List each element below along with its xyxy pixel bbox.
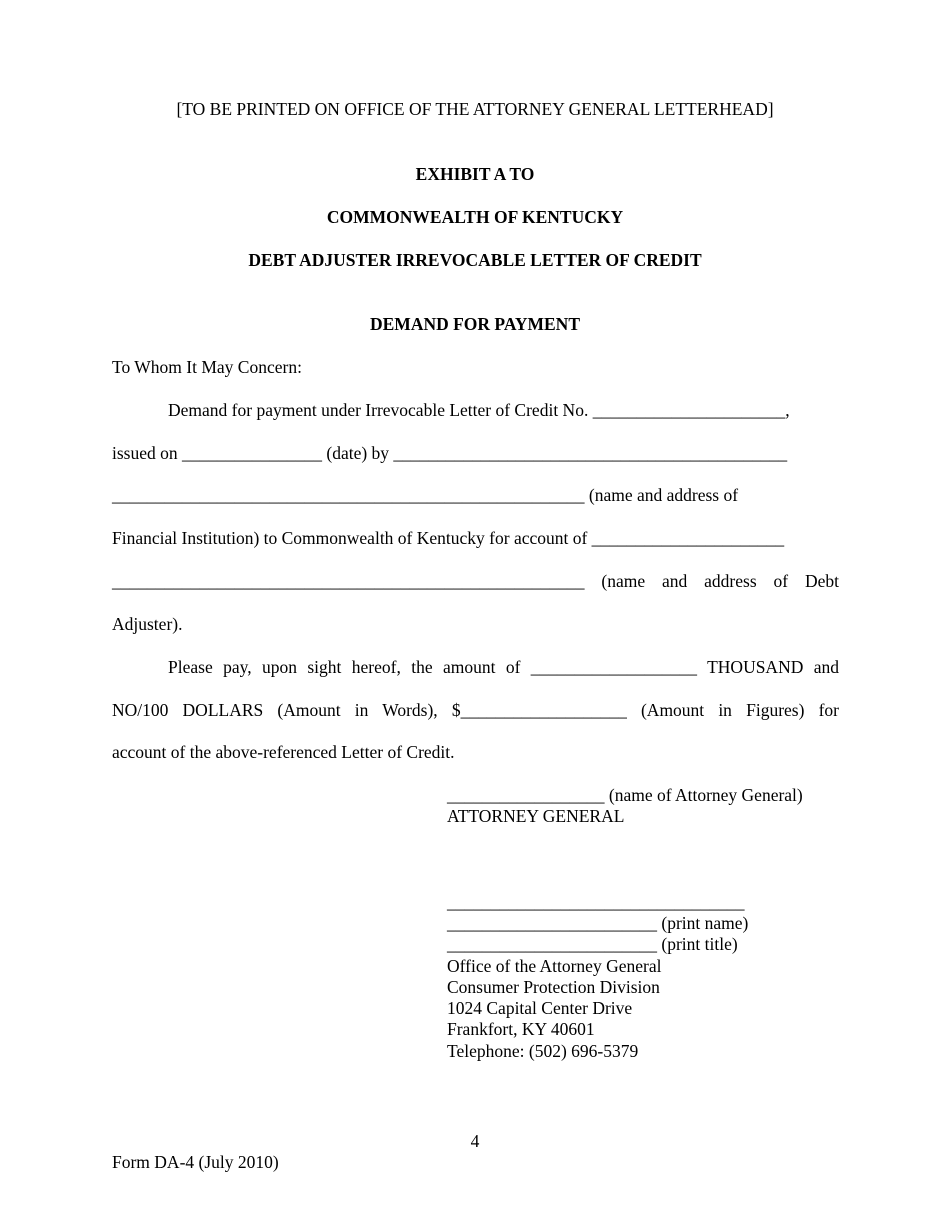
salutation: To Whom It May Concern: [112, 357, 302, 377]
body-line-5: ______________________________________________________ (name and address of Debt [112, 571, 839, 591]
print-name-line: ________________________ (print name) [447, 913, 749, 933]
body-line-1: Demand for payment under Irrevocable Letter of Credit No. ______________________, [168, 400, 790, 420]
print-title-line: ________________________ (print title) [447, 934, 738, 954]
signature-blank-line: __________________________________ [447, 892, 745, 912]
body-line-9: account of the above-referenced Letter of Credit. [112, 742, 455, 762]
body-line-4: Financial Institution) to Commonwealth of Kentucky for account of ______________________ [112, 528, 785, 548]
body-line-7: Please pay, upon sight hereof, the amount of ___________________ THOUSAND and [168, 657, 839, 677]
letterhead-note: [TO BE PRINTED ON OFFICE OF THE ATTORNEY GENERAL LETTERHEAD] [176, 99, 774, 119]
form-identifier: Form DA-4 (July 2010) [112, 1152, 279, 1172]
page-number: 4 [470, 1131, 480, 1151]
division-name: Consumer Protection Division [447, 977, 660, 997]
attorney-general-signature-line: __________________ (name of Attorney General) [447, 785, 803, 805]
office-name: Office of the Attorney General [447, 956, 662, 976]
attorney-general-title: ATTORNEY GENERAL [447, 806, 625, 826]
body-line-3: ______________________________________________________ (name and address of [112, 485, 739, 505]
body-line-6: Adjuster). [112, 614, 183, 634]
letter-of-credit-title: DEBT ADJUSTER IRREVOCABLE LETTER OF CREDIT [248, 250, 702, 270]
street-address: 1024 Capital Center Drive [447, 998, 633, 1018]
telephone: Telephone: (502) 696-5379 [447, 1041, 639, 1061]
body-line-2: issued on ________________ (date) by _____________________________________________ [112, 443, 788, 463]
city-state-zip: Frankfort, KY 40601 [447, 1019, 595, 1039]
body-line-8: NO/100 DOLLARS (Amount in Words), $___________________ (Amount in Figures) for [112, 700, 839, 720]
exhibit-title: EXHIBIT A TO [415, 164, 535, 184]
commonwealth-title: COMMONWEALTH OF KENTUCKY [326, 207, 624, 227]
demand-subtitle: DEMAND FOR PAYMENT [370, 314, 580, 334]
